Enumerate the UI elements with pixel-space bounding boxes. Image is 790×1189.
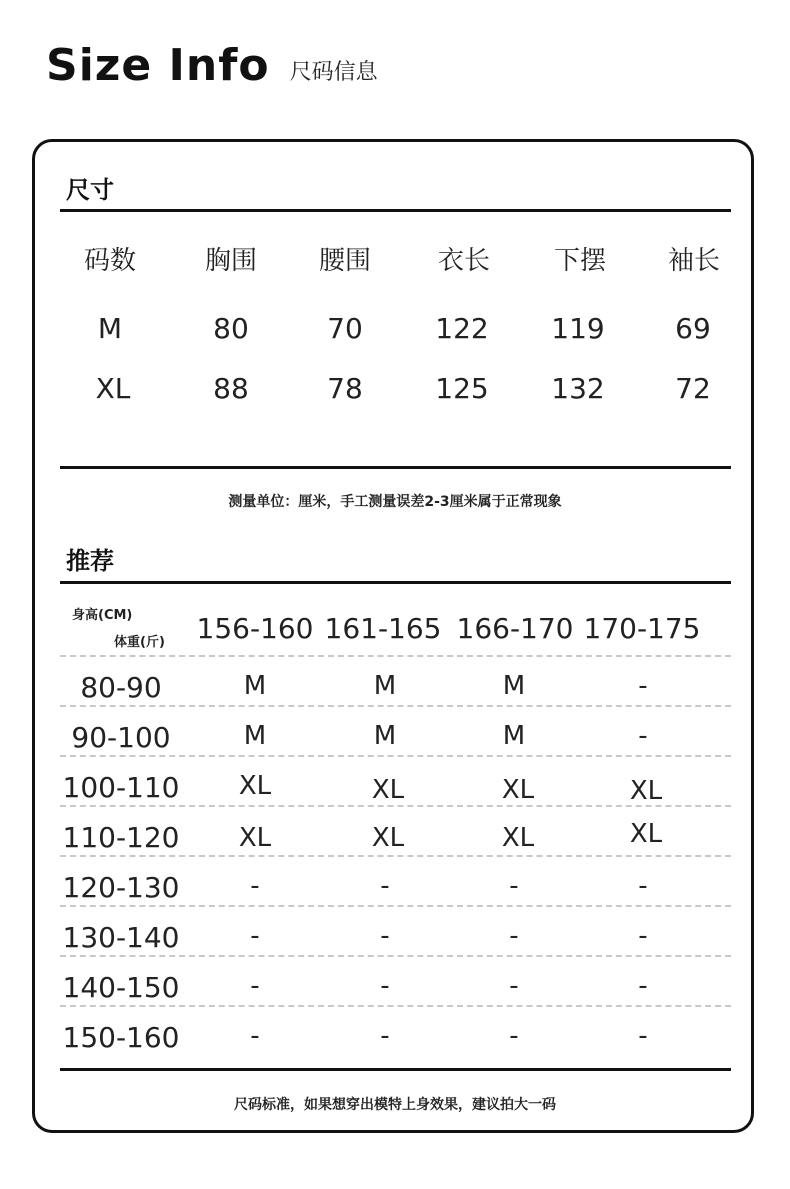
- measure-note: 测量单位：厘米，手工测量误差2-3厘米属于正常现象: [228, 494, 562, 510]
- size-rec-cell: -: [380, 971, 390, 1001]
- size-rec-cell: -: [380, 871, 390, 901]
- page-title: Size Info: [46, 40, 270, 91]
- weight-cell: 140-150: [62, 971, 180, 1004]
- size-col-header: 衣长: [437, 246, 491, 276]
- size-cell: 69: [675, 312, 711, 345]
- row-divider: [60, 855, 731, 857]
- table-row: [0, 1014, 790, 1064]
- corner-height-label: 身高(CM): [72, 608, 133, 623]
- size-rec-cell: XL: [371, 775, 405, 805]
- rec-section-top-divider: [60, 581, 731, 584]
- size-col-header: 码数: [83, 246, 137, 276]
- size-table-header: [0, 240, 790, 290]
- row-divider: [60, 955, 731, 957]
- size-rec-cell: -: [509, 921, 519, 951]
- size-cell: 119: [551, 312, 605, 345]
- weight-cell: 90-100: [71, 721, 171, 754]
- weight-cell: 130-140: [62, 921, 180, 954]
- size-rec-cell: M: [502, 721, 526, 751]
- size-col-header: 胸围: [204, 246, 258, 276]
- size-rec-cell: XL: [501, 775, 535, 805]
- size-rec-cell: -: [250, 971, 260, 1001]
- height-col-header: 170-175: [583, 612, 701, 645]
- size-rec-cell: -: [638, 871, 648, 901]
- recommend-note: 尺码标准，如果想穿出模特上身效果，建议拍大一码: [234, 1097, 556, 1113]
- size-rec-cell: -: [638, 921, 648, 951]
- size-cell: 80: [213, 312, 249, 345]
- weight-cell: 110-120: [62, 821, 180, 854]
- page-subtitle: 尺码信息: [289, 60, 378, 85]
- row-divider: [60, 655, 731, 657]
- size-section-title: 尺寸: [66, 176, 114, 204]
- size-rec-cell: -: [509, 871, 519, 901]
- size-rec-cell: -: [380, 921, 390, 951]
- size-table-row: [0, 312, 790, 362]
- height-col-header: 161-165: [324, 612, 442, 645]
- weight-cell: 80-90: [80, 671, 162, 704]
- row-divider: [60, 755, 731, 757]
- corner-weight-label: 体重(斤): [114, 635, 165, 650]
- size-rec-cell: M: [243, 671, 267, 701]
- weight-cell: 120-130: [62, 871, 180, 904]
- size-table-row: [0, 372, 790, 422]
- size-col-header: 下摆: [553, 246, 607, 276]
- size-rec-cell: -: [250, 1021, 260, 1051]
- size-rec-cell: XL: [501, 823, 535, 853]
- size-col-header: 袖长: [667, 246, 721, 276]
- height-col-header: 156-160: [196, 612, 314, 645]
- size-rec-cell: -: [380, 1021, 390, 1051]
- size-rec-cell: M: [243, 721, 267, 751]
- size-rec-cell: XL: [629, 776, 663, 806]
- weight-cell: 100-110: [62, 771, 180, 804]
- size-rec-cell: XL: [629, 819, 663, 849]
- size-rec-cell: XL: [238, 823, 272, 853]
- size-rec-cell: -: [638, 721, 648, 751]
- rec-table-header: [0, 600, 790, 656]
- size-rec-cell: M: [373, 721, 397, 751]
- page-header: [46, 36, 378, 96]
- size-rec-cell: -: [638, 671, 648, 701]
- size-rec-cell: -: [638, 971, 648, 1001]
- size-rec-cell: -: [509, 971, 519, 1001]
- size-section-top-divider: [60, 209, 731, 212]
- size-cell: 88: [213, 372, 249, 405]
- rec-section-title: 推荐: [66, 547, 114, 575]
- row-divider: [60, 1005, 731, 1007]
- size-section-bottom-divider: [60, 466, 731, 469]
- height-col-header: 166-170: [456, 612, 574, 645]
- size-rec-cell: XL: [238, 771, 272, 801]
- size-cell: 122: [435, 312, 489, 345]
- row-divider: [60, 805, 731, 807]
- size-cell: 70: [327, 312, 363, 345]
- size-rec-cell: M: [373, 671, 397, 701]
- size-rec-cell: -: [250, 871, 260, 901]
- size-rec-cell: -: [509, 1021, 519, 1051]
- size-cell: M: [97, 312, 123, 345]
- rec-section-bottom-divider: [60, 1068, 731, 1071]
- size-rec-cell: -: [250, 921, 260, 951]
- size-rec-cell: XL: [371, 823, 405, 853]
- size-cell: 125: [435, 372, 489, 405]
- weight-cell: 150-160: [62, 1021, 180, 1054]
- size-cell: 72: [675, 372, 711, 405]
- size-cell: XL: [95, 372, 131, 405]
- row-divider: [60, 905, 731, 907]
- size-rec-cell: -: [638, 1021, 648, 1051]
- size-cell: 132: [551, 372, 605, 405]
- row-divider: [60, 705, 731, 707]
- size-col-header: 腰围: [318, 246, 372, 276]
- size-rec-cell: M: [502, 671, 526, 701]
- size-cell: 78: [327, 372, 363, 405]
